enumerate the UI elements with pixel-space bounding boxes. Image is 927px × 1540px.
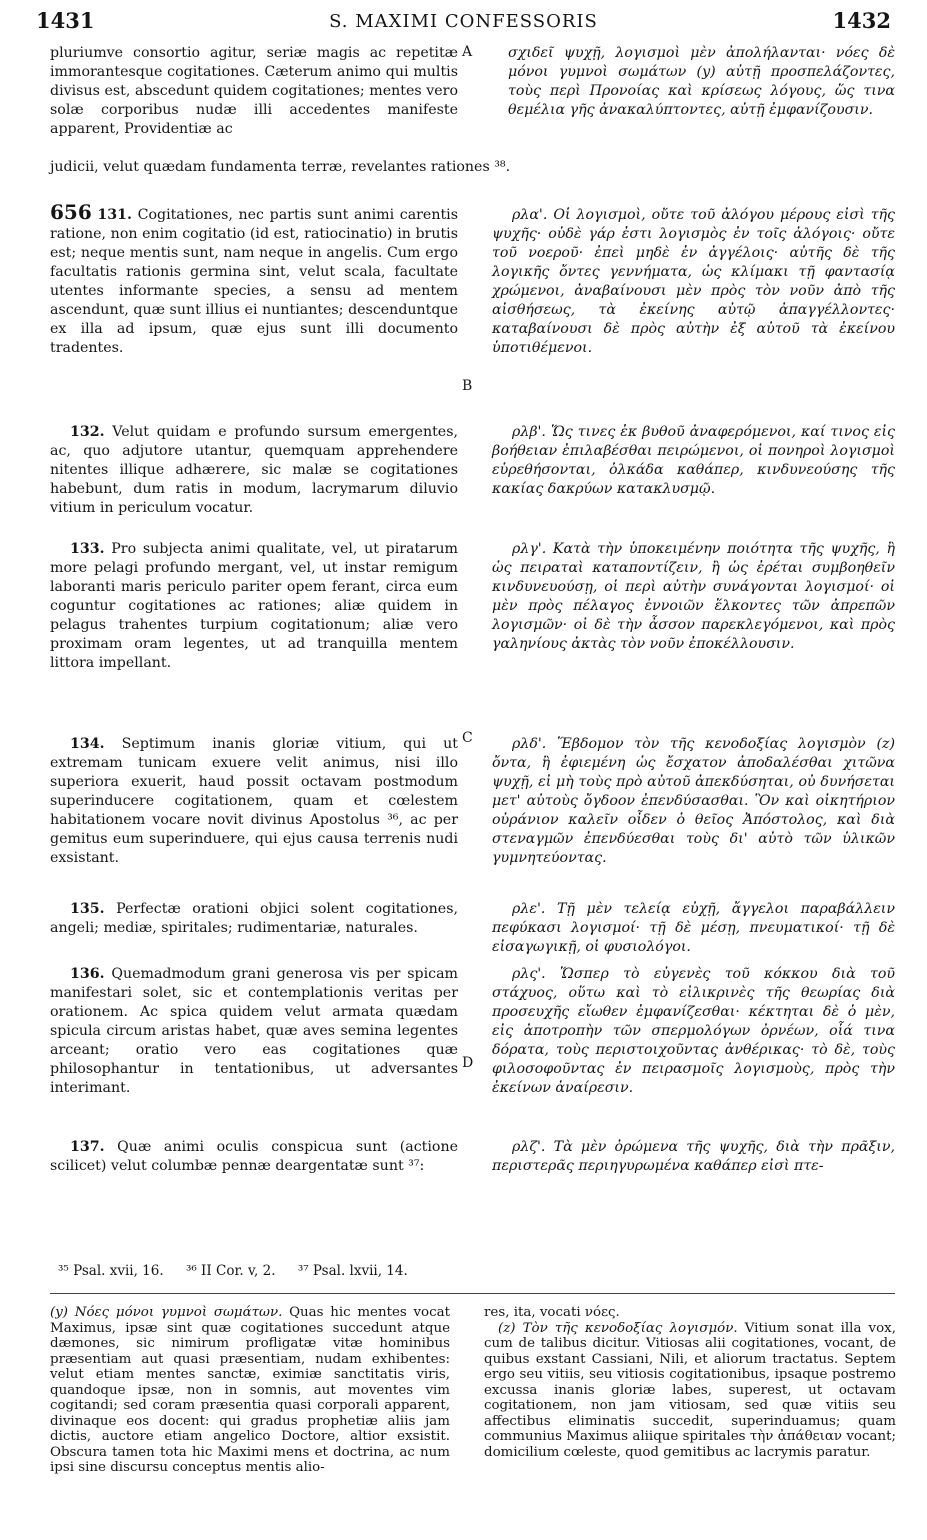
latin-column-7 [50,1138,458,1176]
latin-paragraph-136: 136. Quemadmodum grani generosa vis per spicam manifestari solet, sic et contemplationis veritas per orationem. Ac spica quidem velut armata quædam spicula circum aristas habet, quæ aves semina legentes arceant; oratio vero eas cogitationes quæ philosophantur in tentationibus, ut adversantes interimant. [50,966,458,1096]
footnote-references [58,1263,426,1279]
latin-paragraph-134: 134. Septimum inanis gloriæ vitium, qui ut extremam tunicam exuere velit animus, nisi illo superiora exuerit, haud possit octavam postmodum superinducere cogitationem, quam et cœlestem habitationem vocare novit divinus Apostolus ³⁶, ac per gemitus eum superinduere, qui ejus causa terrenis nudi exsistant. [50,736,458,866]
note-y-text: Quas hic mentes vocat Maximus, ipsæ sint quæ cogitationes succedunt atque dæmones, sic nimirum profligatæ vitæ hominibus præsentiam aut quasi præsentiam, nudam exhibentes: velut etiam mentes sanctæ, eximiæ sanctitatis viris, quandoque ipsæ, non in somnis, aut moventes vim cogitandi; sed coram præsentia quasi corporali apparent, divinaque eos docent: qui gradus prophetiæ aliis jam dictis, auctore etiam angelico Doctore, altior exsistit. Obscura tamen tota hic Maximi mens et doctrina, ac num ipsi sine discursu conceptus mentis alio- [50,1305,450,1475]
latin-column-6 [50,965,458,1098]
latin-paragraph-133: 133. Pro subjecta animi qualitate, vel, ut piratarum more pelagi profundo mergant, vel, ut instar remigum laboranti maris periculo pariter opem ferant, circa eum coguntur cogitationes ac rationes; aliæ quidem in pelagus trahentes turpium cogitationum; aliæ vero proximam oram legentes, ut ad tranquilla mentem littora impellant. [50,541,458,671]
latin-top-continuation: pluriumve consortio agitur, seriæ magis ac repetitæ immorantesque cogitationes. Cæterum animo qui multis divisus est, abscedunt quidem cogitationes; mentes vero solæ corporibus nudæ illi accedentes manifeste apparent, Providentiæ ac [50,45,458,137]
latin-paragraph-131: 656 131. Cogitationes, nec partis sunt animi carentis ratione, non enim cogitatio (id est, ratiocinatio) in brutis est; neque mentis sunt, nam neque in angelis. Cum ergo facultatis rationis germina sint, velut scala, facultate utentes informante species, a sensu ad mentem ascendunt, quæ sunt illius ei nuntiantes; descenduntque ex illa ad ipsum, quæ ejus sunt illi documento tradentes. [50,200,458,356]
editor-note-z [484,1305,896,1460]
latin-paragraph-135: 135. Perfectæ orationi objici solent cogitationes, angeli; mediæ, spiritales; rudimentariæ, naturales. [50,901,458,936]
latin-paragraph-137: 137. Quæ animi oculis conspicua sunt (actione scilicet) velut columbæ pennæ deargentatæ sunt ³⁷: [50,1139,458,1174]
greek-paragraph-137: ρλζ'. Τὰ μὲν ὁρώμενα τῆς ψυχῆς, διὰ τὴν πρᾶξιν, περιστερᾶς περιηγυρωμένα καθάπερ εἰσὶ πτε- [492,1139,896,1174]
greek-paragraph-134: ρλδ'. Ἕβδομον τὸν τῆς κενοδοξίας λογισμὸν (z) ὄντα, ἢ ἐφιεμένη ὡς ἔσχατον ἀποδαλέσθαι χιτῶνα ψυχῇ, εἰ μὴ τοὺς πρὸ αὐτοῦ ἀπεκδύσηται, οὐ δυνήσεται μετ' αὐτοὺς ὄγδοον ἐπενδύσασθαι. Ὃν καὶ οἰκητήριον οὐράνιον καλεῖν οἶδεν ὁ θεῖος Ἀπόστολος, καὶ διὰ στεναγμῶν ἐπενδύεσθαι τοὺς δι' αὐτὸ τῶν ὑλικῶν γυμνητεύοντας. [492,736,895,866]
footnote-divider [50,1293,895,1294]
latin-column-3 [50,540,458,673]
latin-column [50,200,458,358]
note-y-lemma: (y) Νόες μόνοι γυμνοὶ σωμάτων. [50,1305,283,1320]
greek-paragraph-131: ρλα'. Οἱ λογισμοὶ, οὔτε τοῦ ἀλόγου μέρους εἰσὶ τῆς ψυχῆς· οὐδὲ γάρ ἐστι λογισμὸς ἐν τοῖς ἀλόγοις· οὔτε τοῦ νοεροῦ· ἐπεὶ μηδὲ ἐν ἀγγέλοις· αὐτῆς δὲ τῆς λογικῆς ὄντες γεννήματα, ὡς κλίμακι τῇ φαντασίᾳ χρώμενοι, ἀναβαίνουσι μὲν πρὸς τὸν νοῦν ἀπὸ τῆς αἰσθήσεως, τὰ ἐκείνης αὐτῷ ἀπαγγέλλοντες· καταβαίνουσι δὲ πρὸς αὐτὴν ἐξ αὐτοῦ τὰ ἐκείνου ὑποτιθέμενοι. [492,207,895,356]
margin-letter-a: A [462,44,473,60]
left-column-number: 1431 [36,8,95,33]
greek-top-continuation: σχιδεῖ ψυχῇ, λογισμοὶ μὲν ἀπολήλανται· νόες δὲ μόνοι γυμνοὶ σωμάτων (y) αὐτῇ προσπελάζοντες, τοὺς περὶ Προνοίας καὶ κρίσεως λόγους, ὥς τινα θεμέλια γῆς ἀνακαλύπτοντες, αὐτῇ ἐμφανίζουσιν. [508,45,895,118]
footnote-37: ³⁷ Psal. lxvii, 14. [297,1263,408,1279]
latin-column-5 [50,900,458,938]
migne-column-number: 656 [50,200,92,224]
note-z-text: Vitium sonat illa vox, cum de talibus dicitur. Vitiosas alii cogitationes, vocant, de quibus exstant Cassiani, Nili, et aliorum tractatus. Septem ergo seu vitiis, seu vitiosis cogitationibus, ipsaque postremo excussa inanis gloriæ labes, superest, ut octavam cogitationem, non jam vitiosam, sed quæ vitiis seu affectibus eliminatis succedit, superinduamus; quam communius Maximus aliique spiritales τὴν ἀπάθειαν vocant; domicilium cœleste, quod gemitibus ac lacrymis paratur. [484,1320,896,1460]
running-title: S. MAXIMI CONFESSORIS [329,11,598,32]
footnote-35: ³⁵ Psal. xvii, 16. [58,1263,164,1279]
right-column-number: 1432 [832,8,891,33]
latin-wide-continuation: judicii, velut quædam fundamenta terræ, revelantes rationes ³⁸. [50,159,511,175]
margin-letter-c: C [462,730,473,746]
latin-column-2 [50,423,458,518]
editor-note-y [50,1305,450,1476]
note-z-lemma: (z) Τὸν τῆς κενοδοξίας λογισμόν. [498,1320,738,1336]
greek-paragraph-133: ρλγ'. Κατὰ τὴν ὑποκειμένην ποιότητα τῆς ψυχῆς, ἢ ὡς πειραταὶ καταποντίζειν, ἢ ὡς ἐρέται συμβοηθεῖν κινδυνευούσῃ, οἱ περὶ αὐτὴν συνάγονται λογισμοί· οἱ μὲν πρὸς πέλαγος ἐννοιῶν ἕλκοντες τῶν ἀπρεπῶν λογισμῶν· οἱ δὲ τὴν ἆσσον παρεκλεγόμενοι, καὶ πρὸς γαληνίους ἀκτὰς τὸν νοῦν ἐποκέλλουσιν. [492,541,895,652]
latin-paragraph-132: 132. Velut quidam e profundo sursum emergentes, ac, quo adjutore utantur, quemquam apprehendere nitentes illique adhærere, sic malæ se cogitationes habebunt, dum ratis in modum, lacrymarum diluvio vitium in periculum vocatur. [50,424,458,516]
note-y-continuation: res, ita, vocati νόες. [484,1305,620,1320]
greek-paragraph-136: ρλς'. Ὥσπερ τὸ εὐγενὲς τοῦ κόκκου διὰ τοῦ στάχυος, οὕτω καὶ τὸ εἰλικρινὲς τῆς θεωρίας διὰ προσευχῆς εἴωθεν ἐμφανίζεσθαι· κέκτηται δὲ ὁ μὲν, εἰς ἀποτροπὴν τῶν σπερμολόγων ὀρνέων, οἷά τινα δόρατα, τοὺς περιστοιχοῦντας ἀνθέρικας· τὸ δὲ, τοὺς φιλοσοφοῦντας ἐν πειρασμοῖς λογισμοὺς, πρὸς τὴν ἐκείνων ἀναίρεσιν. [492,966,895,1096]
greek-paragraph-132: ρλβ'. Ὥς τινες ἐκ βυθοῦ ἀναφερόμενοι, καί τινος εἰς βοήθειαν ἐπιλαβέσθαι πειρώμενοι, οἱ πονηροὶ λογισμοὶ εὑρεθήσονται, ὁλκάδα καθάπερ, κινδυνεούσης τῆς κακίας δακρύων κατακλυσμῷ. [492,424,895,497]
page-header [36,8,891,42]
greek-paragraph-135: ρλε'. Τῇ μὲν τελείᾳ εὐχῇ, ἄγγελοι παραβάλλειν πεφύκασι λογισμοί· τῇ δὲ μέσῃ, πνευματικοί· τῇ δὲ εἰσαγωγικῇ, οἱ φυσιολόγοι. [492,901,895,955]
margin-letter-b: B [462,378,473,394]
footnote-36: ³⁶ II Cor. v, 2. [185,1263,276,1279]
latin-column-4 [50,735,458,868]
margin-letter-d: D [462,1055,474,1071]
